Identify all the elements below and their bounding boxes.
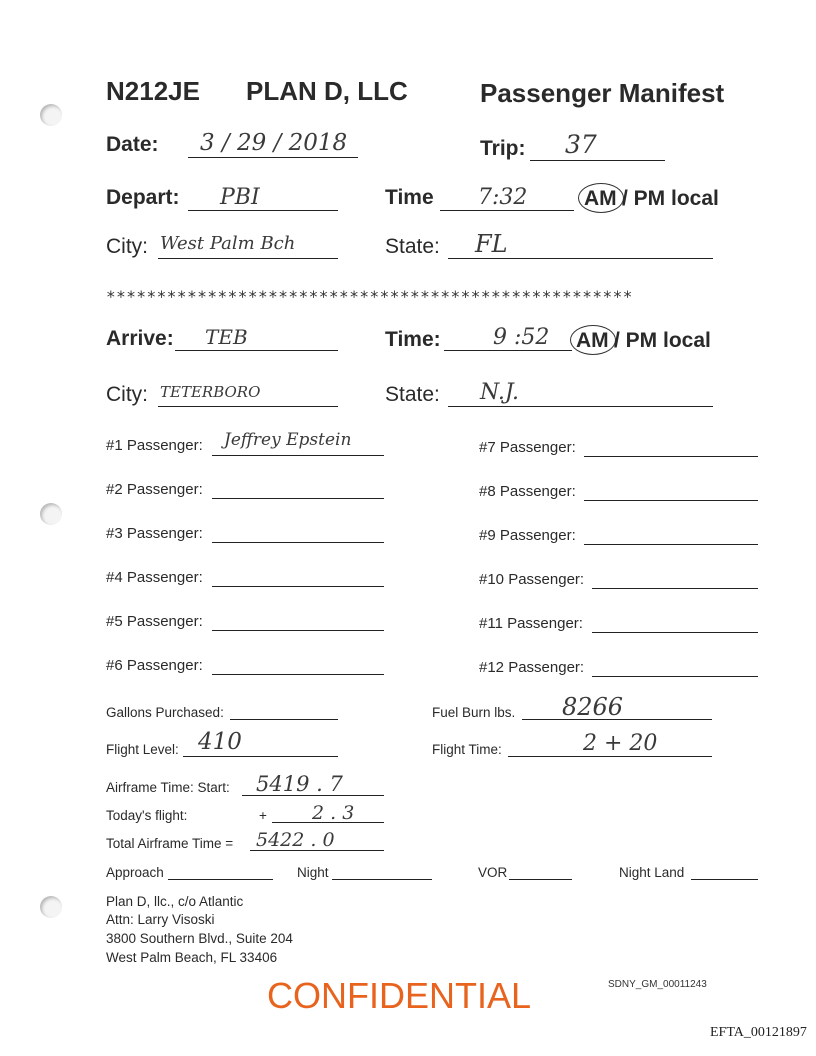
- passenger-2-label: #2 Passenger:: [106, 481, 203, 498]
- binder-hole-bottom: [40, 896, 62, 918]
- arrive-city-value: TETERBORO: [160, 383, 261, 401]
- passenger-2-line: [212, 498, 384, 499]
- flight-time-line: [508, 756, 712, 757]
- efta-number: EFTA_00121897: [710, 1025, 807, 1040]
- arrive-am: AM: [576, 329, 609, 352]
- flight-level-label: Flight Level:: [106, 742, 179, 757]
- todays-flight-value: 2 . 3: [312, 802, 355, 824]
- airframe-start-label: Airframe Time: Start:: [106, 780, 230, 795]
- date-label: Date:: [106, 133, 159, 156]
- depart-state-value: FL: [475, 230, 508, 258]
- arrive-time-line: [444, 350, 572, 351]
- passenger-5-label: #5 Passenger:: [106, 613, 203, 630]
- arrive-line: [175, 350, 338, 351]
- date-line: [188, 157, 358, 158]
- bates-number: SDNY_GM_00011243: [608, 979, 707, 990]
- passenger-1-line: [212, 455, 384, 456]
- passenger-10-label: #10 Passenger:: [479, 571, 585, 588]
- depart-state-line: [448, 258, 713, 259]
- vor-line: [509, 879, 572, 880]
- binder-hole-middle: [40, 503, 62, 525]
- arrive-state-value: N.J.: [480, 380, 519, 405]
- passenger-4-line: [212, 586, 384, 587]
- total-airframe-label: Total Airframe Time =: [106, 836, 234, 851]
- binder-hole-top: [40, 104, 62, 126]
- depart-pm-local: / PM local: [622, 187, 719, 210]
- passenger-6-line: [212, 674, 384, 675]
- company-name: PLAN D, LLC: [246, 76, 408, 106]
- arrive-time-label: Time:: [385, 328, 441, 351]
- passenger-12-line: [592, 676, 758, 677]
- passenger-9-line: [584, 544, 758, 545]
- passenger-3-label: #3 Passenger:: [106, 525, 203, 542]
- gallons-label: Gallons Purchased:: [106, 705, 224, 720]
- total-airframe-value: 5422 . 0: [256, 829, 335, 851]
- arrive-value: TEB: [205, 325, 248, 349]
- passenger-12-label: #12 Passenger:: [479, 659, 585, 676]
- passenger-8-line: [584, 500, 758, 501]
- tail-number: N212JE: [106, 76, 200, 106]
- address-line-4: West Palm Beach, FL 33406: [106, 950, 278, 965]
- passenger-5-line: [212, 630, 384, 631]
- flight-time-value: 2 + 20: [583, 731, 658, 756]
- arrive-time-value: 9 :52: [493, 325, 550, 350]
- passenger-4-label: #4 Passenger:: [106, 569, 203, 586]
- depart-line: [188, 210, 338, 211]
- passenger-1-label: #1 Passenger:: [106, 437, 203, 454]
- night-land-label: Night Land: [619, 865, 685, 880]
- passenger-7-label: #7 Passenger:: [479, 439, 576, 456]
- flight-level-value: 410: [198, 729, 242, 755]
- passenger-6-label: #6 Passenger:: [106, 657, 203, 674]
- night-label: Night: [297, 865, 329, 880]
- gallons-line: [230, 719, 338, 720]
- confidential-stamp: CONFIDENTIAL: [267, 975, 532, 1016]
- arrive-city-line: [158, 406, 338, 407]
- flight-level-line: [183, 756, 338, 757]
- todays-flight-plus: +: [259, 808, 267, 823]
- depart-value: PBI: [220, 185, 260, 210]
- approach-label: Approach: [106, 865, 164, 880]
- approach-line: [168, 879, 273, 880]
- date-value: 3 / 29 / 2018: [200, 130, 348, 156]
- night-land-line: [691, 879, 758, 880]
- airframe-start-value: 5419 . 7: [256, 772, 343, 796]
- separator-stars: ****************************************************: [106, 287, 633, 306]
- passenger-10-line: [592, 588, 758, 589]
- passenger-8-label: #8 Passenger:: [479, 483, 576, 500]
- passenger-1-value: Jeffrey Epstein: [224, 430, 352, 450]
- passenger-7-line: [584, 456, 758, 457]
- arrive-state-label: State:: [385, 383, 440, 406]
- depart-city-value: West Palm Bch: [160, 233, 296, 254]
- fuel-burn-label: Fuel Burn lbs.: [432, 705, 516, 720]
- arrive-city-label: City:: [106, 383, 148, 406]
- arrive-state-line: [448, 406, 713, 407]
- address-line-2: Attn: Larry Visoski: [106, 912, 215, 927]
- trip-line: [530, 160, 665, 161]
- address-line-1: Plan D, llc., c/o Atlantic: [106, 894, 244, 909]
- todays-flight-label: Today's flight:: [106, 808, 188, 823]
- depart-city-label: City:: [106, 235, 148, 258]
- passenger-11-label: #11 Passenger:: [479, 615, 583, 632]
- depart-time-line: [440, 210, 574, 211]
- night-line: [332, 879, 432, 880]
- depart-am: AM: [584, 187, 617, 210]
- depart-label: Depart:: [106, 186, 180, 209]
- passenger-9-label: #9 Passenger:: [479, 527, 576, 544]
- passenger-3-line: [212, 542, 384, 543]
- arrive-label: Arrive:: [106, 327, 174, 350]
- depart-city-line: [158, 258, 338, 259]
- trip-label: Trip:: [480, 137, 526, 160]
- passenger-11-line: [592, 632, 758, 633]
- depart-time-label: Time: [385, 186, 434, 209]
- fuel-burn-value: 8266: [562, 693, 624, 721]
- arrive-pm-local: / PM local: [614, 329, 711, 352]
- document-title: Passenger Manifest: [480, 78, 725, 108]
- address-line-3: 3800 Southern Blvd., Suite 204: [106, 931, 293, 946]
- vor-label: VOR: [478, 865, 508, 880]
- trip-value: 37: [565, 130, 597, 159]
- depart-time-value: 7:32: [478, 185, 528, 210]
- depart-state-label: State:: [385, 235, 440, 258]
- flight-time-label: Flight Time:: [432, 742, 502, 757]
